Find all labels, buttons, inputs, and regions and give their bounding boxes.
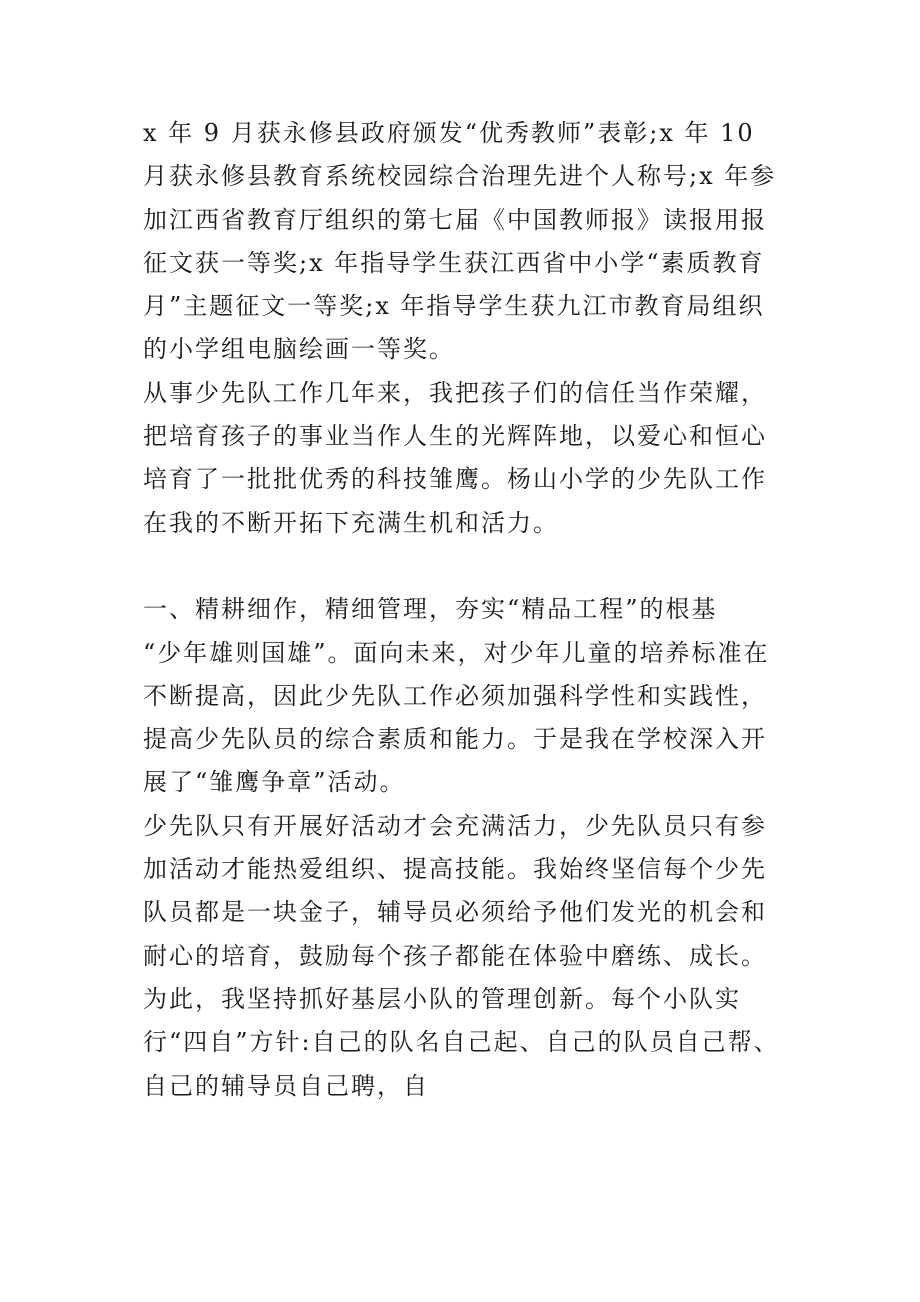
document-body: [143, 112, 783, 1108]
blank-line: [143, 545, 783, 588]
paragraph-intro: 从事少先队工作几年来，我把孩子们的信任当作荣耀，把培育孩子的事业当作人生的光辉阵地，以爱心和恒心培育了一批批优秀的科技雏鹰。杨山小学的少先队工作在我的不断开拓下充满生机和活力。: [143, 378, 767, 537]
paragraph-eagle-badge: “少年雄则国雄”。面向未来，对少年儿童的培养标准在不断提高，因此少先队工作必须加强科学性和实践性，提高少先队员的综合素质和能力。于是我在学校深入开展了“雏鹰争章”活动。: [143, 638, 770, 797]
paragraph-awards: x 年 9 月获永修县政府颁发“优秀教师”表彰;x 年 10 月获永修县教育系统校园综合治理先进个人称号;x 年参加江西省教育厅组织的第七届《中国教师报》读报用报征文获一等奖;x 年指导学生获江西省中小学“素质教育月”主题征文一等奖;x 年指导学生获九江市教育局组织的小学组电脑绘画一等奖。: [143, 119, 777, 364]
section-heading: 一、精耕细作，精细管理，夯实“精品工程”的根基: [143, 595, 718, 624]
paragraph-team-management: 少先队只有开展好活动才会充满活力，少先队员只有参加活动才能热爱组织、提高技能。我始终坚信每个少先队员都是一块金子，辅导员必须给予他们发光的机会和耐心的培育，鼓励每个孩子都能在体验中磨练、成长。为此，我坚持抓好基层小队的管理创新。每个小队实行“四自”方针:自己的队名自己起、自己的队员自己帮、自己的辅导员自己聘，自: [143, 811, 780, 1100]
